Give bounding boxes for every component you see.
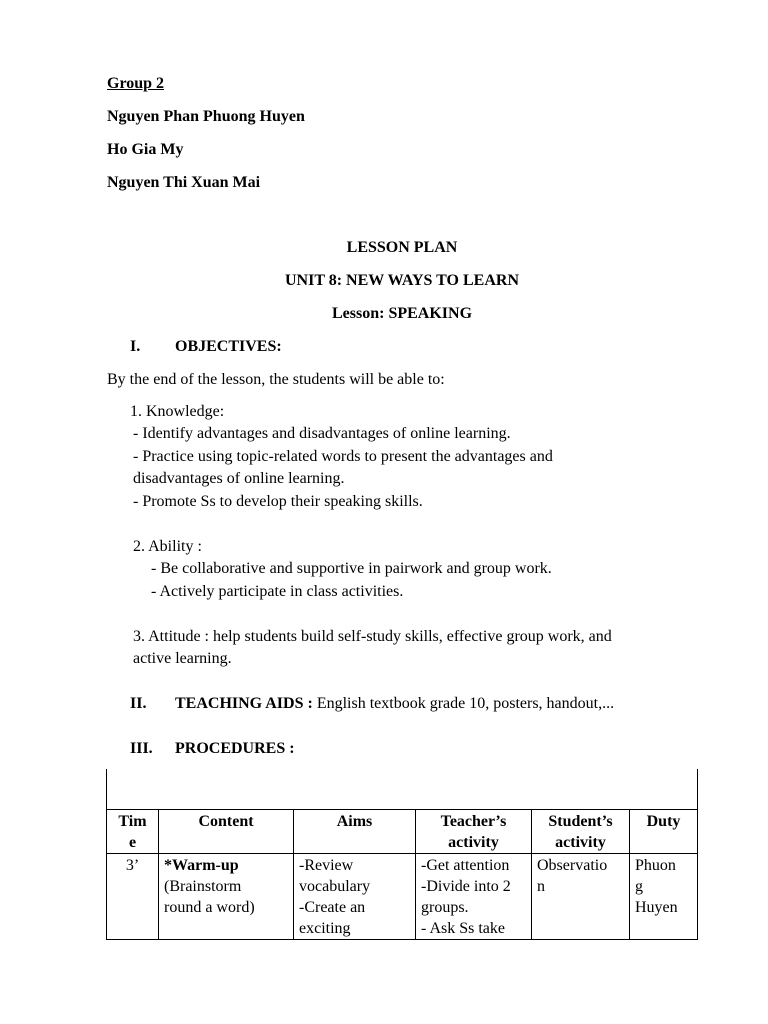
table-blank-cell — [107, 769, 698, 810]
ability-line: - Actively participate in class activities. — [151, 583, 404, 600]
header-content: Content — [159, 810, 294, 854]
section-heading-teaching-aids: TEACHING AIDS : — [175, 695, 313, 712]
header-duty: Duty — [630, 810, 698, 854]
knowledge-line: disadvantages of online learning. — [133, 470, 345, 487]
cell-line: Huyen — [635, 899, 678, 916]
header-part: activity — [555, 834, 606, 851]
cell-line: Observatio — [537, 857, 608, 874]
table-header-row — [107, 810, 698, 854]
ability-line: - Be collaborative and supportive in pairwork and group work. — [151, 560, 552, 577]
knowledge-line: - Promote Ss to develop their speaking skills. — [133, 493, 423, 510]
cell-line: round a word) — [164, 899, 255, 916]
section-heading-objectives: OBJECTIVES: — [175, 338, 282, 355]
cell-line: -Get attention — [421, 857, 510, 874]
table-row — [107, 854, 698, 940]
cell-line: -Create an — [299, 899, 366, 916]
member-name: Nguyen Thi Xuan Mai — [107, 174, 261, 191]
section-number: II. — [130, 695, 147, 712]
cell-line: g — [635, 878, 643, 895]
cell-line: (Brainstorm — [164, 878, 242, 895]
lesson-title: Lesson: SPEAKING — [331, 305, 473, 322]
knowledge-line: - Identify advantages and disadvantages of online learning. — [133, 425, 511, 442]
section-heading-procedures: PROCEDURES : — [175, 740, 295, 757]
section-number: III. — [130, 740, 153, 757]
header-student-activity — [532, 810, 630, 854]
cell-line: groups. — [421, 899, 469, 916]
cell-line: exciting — [299, 920, 351, 937]
header-teacher-activity — [416, 810, 532, 854]
header-part: Teacher’s — [440, 813, 507, 830]
knowledge-label: 1. Knowledge: — [130, 403, 225, 420]
cell-line: Phuon — [635, 857, 676, 874]
header-part: activity — [448, 834, 499, 851]
cell-student-activity — [532, 854, 630, 940]
group-label: Group 2 — [107, 75, 165, 92]
objectives-intro: By the end of the lesson, the students will be able to: — [107, 371, 445, 388]
cell-line: n — [537, 878, 545, 895]
header-aims: Aims — [294, 810, 416, 854]
teaching-aids-text: English textbook grade 10, posters, handout,... — [312, 695, 615, 712]
cell-content-bold: *Warm-up — [164, 857, 239, 874]
cell-line: vocabulary — [299, 878, 371, 895]
member-name: Ho Gia My — [107, 141, 184, 158]
member-name: Nguyen Phan Phuong Huyen — [107, 108, 305, 125]
section-number: I. — [130, 338, 141, 355]
unit-title: UNIT 8: NEW WAYS TO LEARN — [284, 272, 519, 289]
cell-aims — [294, 854, 416, 940]
cell-teacher-activity — [416, 854, 532, 940]
header-part: Student’s — [548, 813, 613, 830]
cell-time: 3’ — [107, 854, 159, 940]
cell-line: - Ask Ss take — [421, 920, 505, 937]
header-time-part: Tim — [118, 813, 147, 830]
attitude-line: 3. Attitude : help students build self-study skills, effective group work, and — [133, 628, 612, 645]
attitude-line: active learning. — [133, 650, 232, 667]
header-time — [107, 810, 159, 854]
cell-line: -Divide into 2 — [421, 878, 511, 895]
lesson-plan-title: LESSON PLAN — [346, 239, 458, 256]
table-blank-row — [107, 769, 698, 810]
header-time-part: e — [128, 834, 137, 851]
cell-line: -Review — [299, 857, 354, 874]
knowledge-line: - Practice using topic-related words to present the advantages and — [133, 448, 553, 465]
cell-content — [159, 854, 294, 940]
ability-label: 2. Ability : — [133, 538, 202, 555]
procedures-table — [106, 769, 698, 940]
cell-duty — [630, 854, 698, 940]
teaching-aids-line — [175, 693, 614, 715]
